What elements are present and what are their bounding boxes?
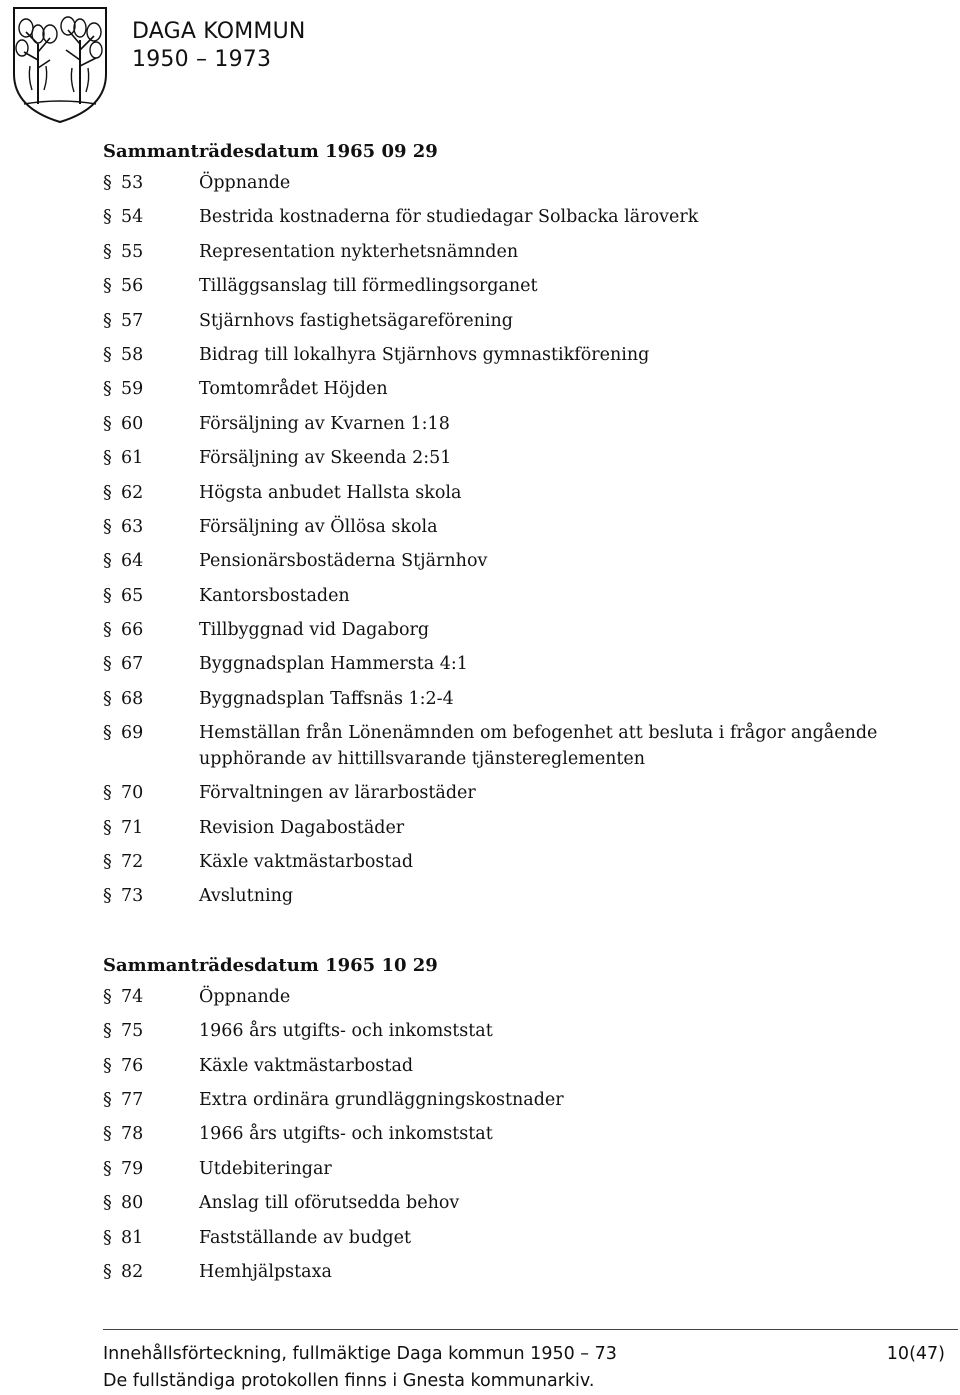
paragraph-number <box>103 480 199 506</box>
page-number: 10(47) <box>886 1344 945 1364</box>
item-text: Tillbyggnad vid Dagaborg <box>199 620 430 641</box>
list-item <box>103 579 923 613</box>
item-text: Förvaltningen av lärarbostäder <box>199 783 476 804</box>
table-of-contents <box>103 138 923 1289</box>
paragraph-number <box>103 1190 199 1216</box>
paragraph-number <box>103 514 199 540</box>
item-text: 1966 års utgifts- och inkomststat <box>199 1124 493 1145</box>
page-footer <box>103 1341 945 1395</box>
paragraph-number <box>103 883 199 909</box>
item-text: Käxle vaktmästarbostad <box>199 1055 414 1076</box>
item-number: 81 <box>121 1227 144 1248</box>
section-symbol: § <box>103 585 112 606</box>
item-text: Revision Dagabostäder <box>199 817 405 838</box>
list-item <box>103 776 923 810</box>
list-item <box>103 879 923 913</box>
item-text: Extra ordinära grundläggningskostnader <box>199 1089 564 1110</box>
section-symbol: § <box>103 620 112 641</box>
section-symbol: § <box>103 1089 112 1110</box>
item-text: Anslag till oförutsedda behov <box>199 1193 460 1214</box>
item-number: 65 <box>121 585 144 606</box>
section-symbol: § <box>103 413 112 434</box>
tree-emblem-icon <box>8 4 112 124</box>
item-number: 68 <box>121 688 144 709</box>
item-text: Tilläggsanslag till förmedlingsorganet <box>199 276 538 297</box>
paragraph-number <box>103 686 199 712</box>
item-number: 74 <box>121 986 144 1007</box>
item-number: 71 <box>121 817 144 838</box>
item-text: Försäljning av Kvarnen 1:18 <box>199 413 450 434</box>
section-title: Sammanträdesdatum 1965 10 29 <box>103 954 438 976</box>
item-text: Försäljning av Skeenda 2:51 <box>199 448 452 469</box>
paragraph-number <box>103 239 199 265</box>
section-symbol: § <box>103 688 112 709</box>
item-text: Pensionärsbostäderna Stjärnhov <box>199 551 488 572</box>
item-number: 53 <box>121 173 144 193</box>
list-item <box>103 716 923 776</box>
item-number: 61 <box>121 448 144 469</box>
section-symbol: § <box>103 783 112 804</box>
item-text: 1966 års utgifts- och inkomststat <box>199 1021 493 1042</box>
list-item <box>103 235 923 269</box>
list-item <box>103 682 923 716</box>
section-symbol: § <box>103 986 112 1007</box>
section-title: Sammanträdesdatum 1965 09 29 <box>103 141 438 162</box>
list-item <box>103 1186 923 1220</box>
item-text: Fastställande av budget <box>199 1227 412 1248</box>
item-number: 80 <box>121 1193 144 1214</box>
section-symbol: § <box>103 1227 112 1248</box>
section-symbol: § <box>103 1021 112 1042</box>
paragraph-number <box>103 1087 199 1113</box>
paragraph-number <box>103 651 199 677</box>
item-number: 59 <box>121 379 144 400</box>
list-item <box>103 613 923 647</box>
list-item <box>103 980 923 1014</box>
item-number: 64 <box>121 551 144 572</box>
list-item <box>103 166 923 200</box>
item-text: Öppnande <box>199 173 291 193</box>
list-item <box>103 544 923 578</box>
paragraph-number <box>103 984 199 1010</box>
section-symbol: § <box>103 173 112 193</box>
list-item <box>103 1221 923 1255</box>
paragraph-number <box>103 583 199 609</box>
item-number: 76 <box>121 1055 144 1076</box>
list-item <box>103 1083 923 1117</box>
item-number: 62 <box>121 482 144 503</box>
list-item <box>103 1117 923 1151</box>
paragraph-number <box>103 273 199 299</box>
section-symbol: § <box>103 516 112 537</box>
paragraph-number <box>103 815 199 841</box>
list-item <box>103 304 923 338</box>
footer-title: Innehållsförteckning, fullmäktige Daga kommun 1950 – 73 <box>103 1344 617 1364</box>
item-number: 70 <box>121 783 144 804</box>
list-item <box>103 1152 923 1186</box>
item-number: 58 <box>121 344 144 365</box>
section-symbol: § <box>103 276 112 297</box>
item-text: Kantorsbostaden <box>199 585 350 606</box>
item-number: 79 <box>121 1158 144 1179</box>
paragraph-number <box>103 376 199 402</box>
item-text: Hemställan från Lönenämnden om befogenhet att besluta i frågor angående upphörande av hittillsvarande tjänstereglementen <box>199 723 878 770</box>
paragraph-number <box>103 411 199 437</box>
item-text: Representation nykterhetsnämnden <box>199 241 519 262</box>
item-text: Högsta anbudet Hallsta skola <box>199 482 462 503</box>
paragraph-number <box>103 1225 199 1251</box>
item-text: Stjärnhovs fastighetsägareförening <box>199 310 513 331</box>
paragraph-number <box>103 849 199 875</box>
list-item <box>103 647 923 681</box>
list-item <box>103 441 923 475</box>
paragraph-number <box>103 1053 199 1079</box>
section-symbol: § <box>103 1158 112 1179</box>
item-text: Bestrida kostnaderna för studiedagar Solbacka läroverk <box>199 207 699 228</box>
item-text: Öppnande <box>199 986 291 1007</box>
paragraph-number <box>103 720 199 746</box>
list-item <box>103 407 923 441</box>
section-symbol: § <box>103 1055 112 1076</box>
item-text: Byggnadsplan Hammersta 4:1 <box>199 654 468 675</box>
item-number: 72 <box>121 852 144 873</box>
coat-of-arms-logo <box>8 4 112 124</box>
item-number: 69 <box>121 723 144 744</box>
section-symbol: § <box>103 654 112 675</box>
list-item <box>103 200 923 234</box>
section-symbol: § <box>103 482 112 503</box>
item-text: Käxle vaktmästarbostad <box>199 852 414 873</box>
paragraph-number <box>103 1259 199 1285</box>
item-text: Byggnadsplan Taffsnäs 1:2-4 <box>199 688 454 709</box>
list-item <box>103 372 923 406</box>
footer-note: De fullständiga protokollen finns i Gnesta kommunarkiv. <box>103 1371 595 1391</box>
section-symbol: § <box>103 344 112 365</box>
item-number: 60 <box>121 413 144 434</box>
paragraph-number <box>103 342 199 368</box>
header-title-line2: 1950 – 1973 <box>132 47 272 72</box>
list-item <box>103 269 923 303</box>
item-number: 63 <box>121 516 144 537</box>
paragraph-number <box>103 1121 199 1147</box>
item-text: Avslutning <box>199 886 294 907</box>
list-item <box>103 510 923 544</box>
section-symbol: § <box>103 551 112 572</box>
item-text: Tomtområdet Höjden <box>199 379 388 400</box>
item-text: Bidrag till lokalhyra Stjärnhovs gymnastikförening <box>199 344 650 365</box>
section-symbol: § <box>103 817 112 838</box>
item-number: 75 <box>121 1021 144 1042</box>
section-symbol: § <box>103 241 112 262</box>
item-number: 82 <box>121 1261 144 1282</box>
item-number: 67 <box>121 654 144 675</box>
document-header <box>132 18 306 74</box>
section-symbol: § <box>103 1124 112 1145</box>
item-number: 56 <box>121 276 144 297</box>
paragraph-number <box>103 617 199 643</box>
footer-divider <box>103 1329 958 1330</box>
item-text: Utdebiteringar <box>199 1158 332 1179</box>
list-item <box>103 1255 923 1289</box>
section-symbol: § <box>103 310 112 331</box>
paragraph-number <box>103 308 199 334</box>
header-title-line1: DAGA KOMMUN <box>132 19 306 44</box>
item-number: 57 <box>121 310 144 331</box>
section-symbol: § <box>103 1193 112 1214</box>
item-text: Försäljning av Öllösa skola <box>199 516 438 537</box>
paragraph-number <box>103 1156 199 1182</box>
list-item <box>103 1049 923 1083</box>
item-number: 66 <box>121 620 144 641</box>
paragraph-number <box>103 445 199 471</box>
paragraph-number <box>103 204 199 230</box>
list-item <box>103 338 923 372</box>
section-symbol: § <box>103 207 112 228</box>
paragraph-number <box>103 780 199 806</box>
section-symbol: § <box>103 852 112 873</box>
list-item <box>103 476 923 510</box>
section-symbol: § <box>103 1261 112 1282</box>
item-number: 77 <box>121 1089 144 1110</box>
section-symbol: § <box>103 379 112 400</box>
list-item <box>103 1014 923 1048</box>
item-number: 55 <box>121 241 144 262</box>
list-item <box>103 845 923 879</box>
paragraph-number <box>103 1018 199 1044</box>
section-symbol: § <box>103 723 112 744</box>
paragraph-number <box>103 170 199 196</box>
item-number: 78 <box>121 1124 144 1145</box>
item-number: 54 <box>121 207 144 228</box>
list-item <box>103 811 923 845</box>
section-symbol: § <box>103 886 112 907</box>
section-symbol: § <box>103 448 112 469</box>
paragraph-number <box>103 548 199 574</box>
item-text: Hemhjälpstaxa <box>199 1261 332 1282</box>
item-number: 73 <box>121 886 144 907</box>
